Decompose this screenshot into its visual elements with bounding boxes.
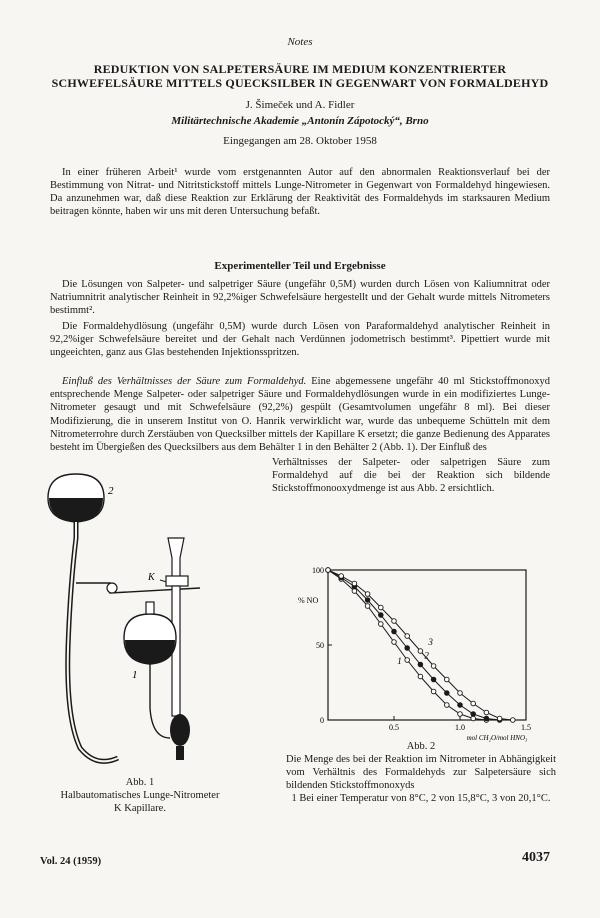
series-label-2: 2 (424, 650, 429, 661)
y-axis-label: % NO (298, 596, 319, 605)
x-tick-label: 1.0 (455, 723, 465, 732)
funnel (168, 538, 184, 578)
series-point-3 (497, 716, 502, 721)
series-point-2 (471, 712, 476, 717)
footer-volume: Vol. 24 (1959) (40, 856, 102, 867)
nitrometer-apparatus-figure (40, 468, 240, 778)
series-point-1 (458, 712, 463, 717)
x-axis-label: mol CH₂O/mol HNO₃ (466, 734, 528, 742)
series-label-3: 3 (428, 637, 433, 647)
paragraph-3-heading: Einfluß des Verhältnisses der Säure zum Formaldehyd. (62, 376, 307, 387)
series-point-2 (458, 703, 463, 708)
series-point-2 (405, 646, 410, 651)
figure-1-label: Abb. 1 (125, 777, 155, 788)
series-point-2 (365, 598, 370, 603)
series-point-3 (445, 677, 450, 682)
series-point-3 (458, 691, 463, 696)
series-label-1: 1 (397, 656, 402, 666)
received-date: Eingegangen am 28. Oktober 1958 (223, 135, 377, 147)
series-point-3 (339, 574, 344, 579)
paragraph-3-body: Eine abgemessene ungefähr 40 ml Stickstoffmonoxyd entsprechende Menge Salpeter- oder salpetriger Säure und Formaldehydlösungen wurde in ein modifiziertes Lunge-Nitrometer gesaugt und mit Schwefelsäure (92,2%) gespült (Gesamtvolumen ungefähr 8 ml). Bei dieser Modifizierung, die in unserem Institut von O. Hanrik verwirklicht war, wurde das unbequeme Schütteln mit dem Nitrometerrohre durch Zerstäuben von Quecksilber mittels der Kapillare K ersetzt; die ganze Bedienung des Apparates besteht im Übergießen des Quecksilbers aus dem Behälter 1 in den Behälter 2 (Abb. 1). Der Einfluß des (50, 376, 551, 454)
no-yield-chart (290, 560, 550, 760)
series-point-1 (379, 622, 384, 627)
stopcock (107, 583, 117, 593)
series-point-2 (418, 662, 423, 667)
affiliation: Militärtechnische Akademie „Antonín Zápotocký“, Brno (171, 115, 429, 127)
series-point-1 (392, 640, 397, 645)
title-line-2: SCHWEFELSÄURE MITTELS QUECKSILBER IN GEGENWART VON FORMALDEHYD (51, 76, 549, 90)
paragraph-4: Verhältnisses der Salpeter- oder salpetrigen Säure zum Formaldehyd auf die bei der Reaktion sich bildende Stickstoffmonooxydmenge ist aus Abb. 2 ersichtlich. (272, 457, 550, 495)
series-point-3 (471, 701, 476, 706)
running-header: Notes (287, 36, 313, 48)
paragraph-1: Die Lösungen von Salpeter- und salpetriger Säure (ungefähr 0,5M) wurden durch Lösen von Kaliumnitrat oder Natriumnitrit analytischer Reinheit in 92,2%iger Schwefelsäure hergestellt und der Gehalt wurde mittels Nitrometers bestimmt². (50, 279, 550, 317)
figure-1-caption (40, 776, 240, 815)
paragraph-2: Die Formaldehydlösung (ungefähr 0,5M) wurde durch Lösen von Paraformaldehyd analytischer Reinheit in 92,2%iger Schwefelsäure bereitet und der Gehalt nach Verdünnen jodometrisch bestimmt³. Pipettiert wurde mit ungeeichten, ganz aus Glas bestehenden Injektionsspritzen. (50, 321, 550, 359)
rubber-tube (68, 522, 118, 761)
series-point-3 (392, 619, 397, 624)
y-tick-label: 50 (316, 641, 324, 650)
label-1: 1 (132, 669, 138, 681)
upper-stopcock (166, 576, 188, 586)
series-point-2 (379, 613, 384, 618)
series-point-3 (511, 718, 516, 723)
bottom-bulb (170, 714, 190, 746)
figure-1-text: Halbautomatisches Lunge-Nitrometer (60, 790, 220, 801)
series-point-1 (352, 589, 357, 594)
series-point-1 (431, 689, 436, 694)
bottom-stem (176, 746, 184, 760)
series-point-2 (484, 716, 489, 721)
paragraph-3 (50, 375, 550, 454)
label-2: 2 (108, 485, 114, 497)
label-k: K (148, 572, 155, 583)
flask-2-mercury (49, 498, 103, 522)
authors: J. Šimeček und A. Fidler (245, 99, 355, 111)
series-point-3 (418, 649, 423, 654)
y-tick-label: 0 (320, 716, 324, 725)
series-point-2 (431, 677, 436, 682)
footer-page-number: 4037 (522, 850, 550, 865)
paper-title (40, 62, 560, 90)
figure-2-caption (286, 740, 556, 805)
series-point-3 (431, 664, 436, 669)
x-tick-label: 1.5 (521, 723, 531, 732)
series-point-3 (365, 592, 370, 597)
series-point-1 (418, 674, 423, 679)
series-point-2 (392, 629, 397, 634)
series-point-2 (445, 691, 450, 696)
plot-frame (328, 570, 526, 720)
figure-2-label: Abb. 2 (406, 741, 436, 752)
y-tick-label: 100 (312, 566, 324, 575)
abstract: In einer früheren Arbeit¹ wurde vom erstgenannten Autor auf den abnormalen Reaktionsverlauf bei der Bestimmung von Nitrat- und Nitritstickstoff mittels Lunge-Nitrometer in Gegenwart von Formaldehyd hingewiesen. Da anzunehmen war, daß diese Reaktion zur Erklärung der Reaktivität des Formaldehyds im starksauren Medium beitragen könnte, haben wir uns mit deren Untersuchung befaßt. (50, 166, 550, 218)
flask-1-neck (146, 602, 154, 614)
series-point-3 (484, 710, 489, 715)
series-point-3 (352, 581, 357, 586)
series-point-1 (445, 703, 450, 708)
flask-1-tube (150, 664, 170, 738)
series-point-3 (379, 605, 384, 610)
figure-2-legend: 1 Bei einer Temperatur von 8°C, 2 von 15,8°C, 3 von 20,1°C. (291, 793, 551, 804)
series-point-3 (405, 634, 410, 639)
series-point-1 (405, 658, 410, 663)
series-point-3 (326, 568, 331, 573)
series-point-1 (365, 604, 370, 609)
title-line-1: REDUKTION VON SALPETERSÄURE IM MEDIUM KONZENTRIERTER (93, 62, 507, 76)
figure-1-text-2: K Kapillare. (114, 803, 166, 814)
series-point-1 (471, 716, 476, 721)
section-title: Experimenteller Teil und Ergebnisse (214, 260, 386, 272)
series-line-1 (328, 570, 486, 720)
figure-2-text: Die Menge des bei der Reaktion im Nitrometer in Abhängigkeit vom Verhältnis des Formaldehyds zur Salpetersäure sich bildenden Stickstoffmonoxyds (286, 754, 556, 791)
flask-1-mercury (125, 640, 175, 664)
x-tick-label: 0.5 (389, 723, 399, 732)
